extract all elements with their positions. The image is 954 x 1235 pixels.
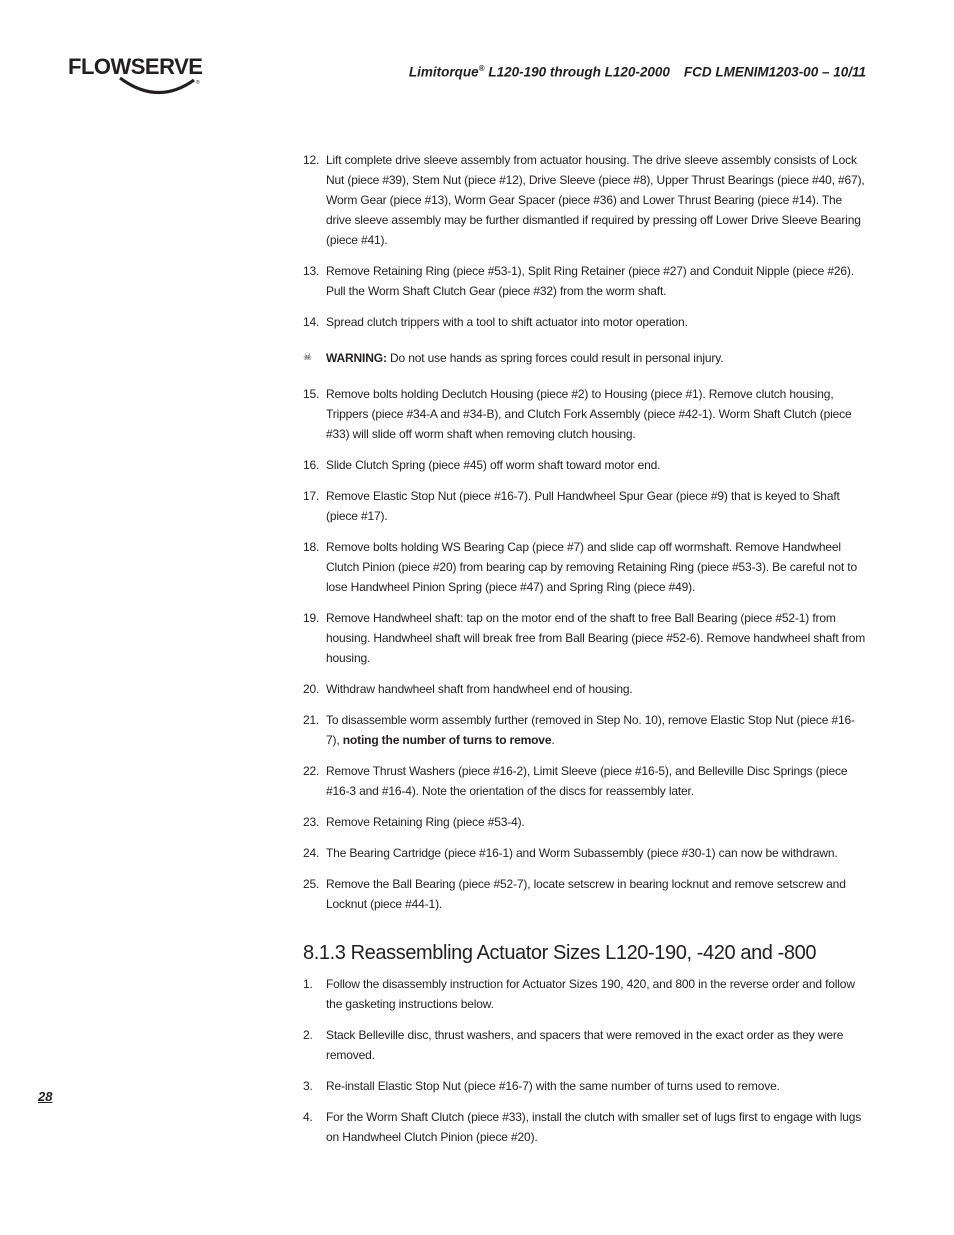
- flowserve-logo: [68, 40, 208, 96]
- page-header: [409, 64, 866, 80]
- svg-text:®: ®: [196, 80, 200, 86]
- step-item: 16. Slide Clutch Spring (piece #45) off worm shaft toward motor end.: [303, 458, 661, 472]
- steps-list-d: [303, 974, 868, 1147]
- step-item: 19. Remove Handwheel shaft: tap on the motor end of the shaft to free Ball Bearing (piece #52-1) from housing. Handwheel shaft will break free from Ball Bearing (piece #52-6). Remove handwheel shaft from housing.: [303, 611, 866, 665]
- steps-list-c: [303, 761, 868, 914]
- step-item: 17. Remove Elastic Stop Nut (piece #16-7). Pull Handwheel Spur Gear (piece #9) that is keyed to Shaft (piece #17).: [303, 489, 840, 523]
- step-item: 20. Withdraw handwheel shaft from handwheel end of housing.: [303, 682, 633, 696]
- header-reg: ®: [478, 64, 485, 73]
- warning-note: [303, 348, 868, 368]
- warning-text: Do not use hands as spring forces could result in personal injury.: [386, 351, 724, 365]
- step-item: 18. Remove bolts holding WS Bearing Cap (piece #7) and slide cap off wormshaft. Remove Handwheel Clutch Pinion (piece #20) from bearing cap by removing Retaining Ring (piece #53-3). Be careful not to lose Handwheel Pinion Spring (piece #47) and Spring Ring (piece #49).: [303, 540, 857, 594]
- header-product: Limitorque: [408, 64, 479, 80]
- header-doc: FCD LMENIM1203-00 – 10/11: [683, 64, 866, 80]
- page-content: [303, 150, 868, 1158]
- section-heading: 8.1.3 Reassembling Actuator Sizes L120-190, -420 and -800: [303, 942, 817, 964]
- step-item: 15. Remove bolts holding Declutch Housing (piece #2) to Housing (piece #1). Remove clutch housing, Trippers (piece #34-A and #34-B), and Clutch Fork Assembly (piece #42-1). Worm Shaft Clutch (piece #33) will slide off worm shaft when removing clutch housing.: [303, 387, 852, 441]
- step-item: 4. For the Worm Shaft Clutch (piece #33), install the clutch with smaller set of lugs first to engage with lugs on Handwheel Clutch Pinion (piece #20).: [303, 1110, 862, 1144]
- emphasis-text: noting the number of turns to remove: [342, 733, 552, 747]
- step-item: 22. Remove Thrust Washers (piece #16-2), Limit Sleeve (piece #16-5), and Belleville Disc Springs (piece #16-3 and #16-4). Note the orientation of the discs for reassembly later.: [303, 764, 848, 798]
- step-item: 13. Remove Retaining Ring (piece #53-1), Split Ring Retainer (piece #27) and Conduit Nipple (piece #26). Pull the Worm Shaft Clutch Gear (piece #32) from the worm shaft.: [303, 264, 854, 298]
- page-number: 28: [38, 1089, 53, 1104]
- step-item: 2. Stack Belleville disc, thrust washers, and spacers that were removed in the exact order as they were removed.: [303, 1028, 844, 1062]
- step-item: 12. Lift complete drive sleeve assembly from actuator housing. The drive sleeve assembly consists of Lock Nut (piece #39), Stem Nut (piece #12), Drive Sleeve (piece #8), Upper Thrust Bearings (piece #40, #67), Worm Gear (piece #13), Worm Gear Spacer (piece #36) and Lower Thrust Bearing (piece #14). The drive sleeve assembly may be further dismantled if required by pressing off Lower Drive Sleeve Bearing (piece #41).: [303, 153, 865, 247]
- step-item: 1. Follow the disassembly instruction for Actuator Sizes 190, 420, and 800 in the reverse order and follow the gasketing instructions below.: [303, 977, 855, 1011]
- step-item: 23. Remove Retaining Ring (piece #53-4).: [303, 815, 525, 829]
- logo-swoosh: [120, 78, 194, 93]
- skull-icon: ☠: [303, 352, 312, 363]
- step-item: 14. Spread clutch trippers with a tool to shift actuator into motor operation.: [303, 315, 688, 329]
- steps-list-b: [303, 384, 868, 750]
- step-item: 25. Remove the Ball Bearing (piece #52-7), locate setscrew in bearing locknut and remove setscrew and Locknut (piece #44-1).: [303, 877, 846, 911]
- header-models: L120-190 through L120-2000: [488, 64, 670, 80]
- logo-text: FLOWSERVE: [68, 54, 203, 79]
- step-item: 21. To disassemble worm assembly further (removed in Step No. 10), remove Elastic Stop Nut (piece #16-7), noting the number of turns to remove.: [303, 713, 855, 747]
- step-item: 3. Re-install Elastic Stop Nut (piece #16-7) with the same number of turns used to remove.: [303, 1079, 780, 1093]
- step-item: 24. The Bearing Cartridge (piece #16-1) and Worm Subassembly (piece #30-1) can now be withdrawn.: [303, 846, 838, 860]
- steps-list-a: [303, 150, 868, 332]
- warning-label: WARNING:: [326, 351, 387, 365]
